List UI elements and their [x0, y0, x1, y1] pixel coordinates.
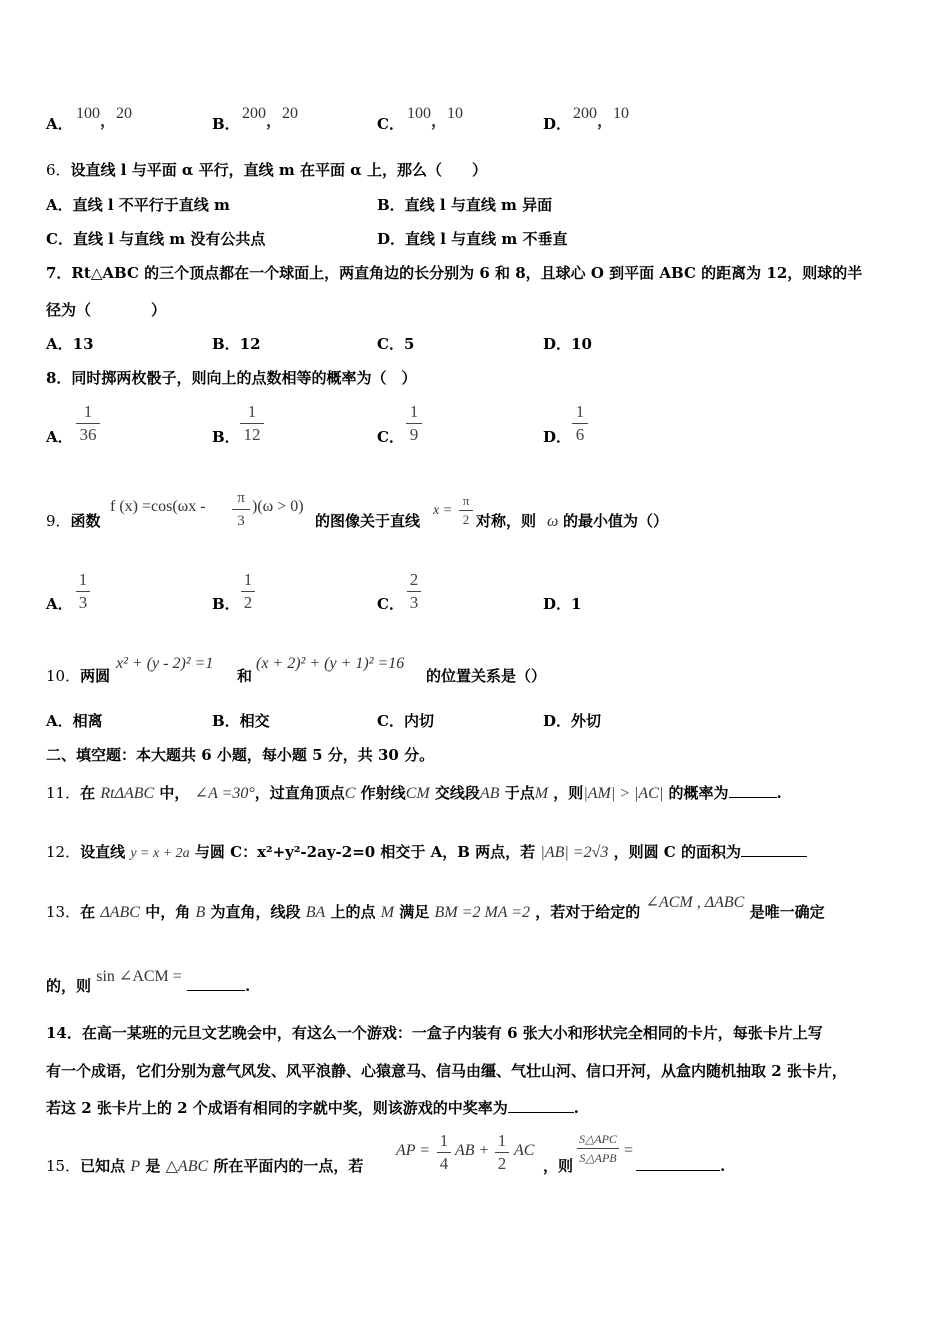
q13-line2 [46, 968, 251, 997]
numerator: 2 [409, 570, 419, 589]
question-number: 12． [46, 843, 81, 861]
text: 是 [145, 1157, 161, 1175]
text: 函数 [70, 512, 101, 530]
value: 200 [242, 105, 266, 122]
math: B [195, 904, 206, 921]
denominator: 4 [439, 1154, 449, 1173]
q8-option-a[interactable]: A． [46, 428, 73, 446]
text: 已知点 [80, 1157, 126, 1175]
q10-option-d[interactable]: D．外切 [543, 712, 602, 730]
numerator: 1 [575, 402, 585, 421]
math: △ABC [165, 1158, 209, 1175]
q14-line3 [46, 1098, 579, 1118]
q6-option-d[interactable]: D．直线 l 与直线 m 不垂直 [377, 230, 568, 248]
value: 100 [76, 105, 100, 122]
q13-line1 [46, 894, 825, 923]
q9-formula-a: f (x) =cos(ωx - [110, 498, 206, 515]
text: 满足 [399, 903, 430, 921]
q6-option-c[interactable]: C．直线 l 与直线 m 没有公共点 [46, 230, 266, 248]
math: sin ∠ACM = [96, 968, 182, 985]
numerator: 1 [78, 570, 88, 589]
math: M [534, 785, 549, 802]
q7-option-b[interactable]: B．12 [212, 335, 261, 353]
text: 在 [80, 784, 96, 802]
option-letter: C． [377, 115, 404, 133]
q5-b-values: 200，20 [242, 105, 299, 130]
question-number: 9． [46, 512, 71, 530]
q15-ap: AP = [396, 1142, 431, 1159]
q7-option-c[interactable]: C．5 [377, 335, 415, 353]
q9-c-fraction [407, 570, 421, 613]
denominator: 3 [78, 593, 88, 612]
denominator: 9 [409, 425, 419, 444]
text: 的，则 [46, 977, 92, 995]
math: P [130, 1158, 141, 1175]
question-number: 13． [46, 903, 81, 921]
q14-line1: 14．在高一某班的元旦文艺晚会中，有这么一个游戏：一盒子内装有 6 张大小和形状完全相同的卡片，每张卡片上写 [46, 1024, 823, 1042]
numerator: π [237, 490, 245, 506]
denominator: 3 [237, 513, 245, 529]
q9-omega: ω [547, 513, 559, 530]
text: ，过直角顶点 [254, 784, 345, 802]
math: y = x + 2a [130, 846, 190, 861]
value: 100 [407, 105, 431, 122]
text: . [245, 977, 251, 995]
text: 两圆 [80, 667, 111, 685]
q5-option-a[interactable] [46, 114, 73, 134]
denominator: 2 [243, 593, 253, 612]
q9-option-b[interactable]: B． [212, 595, 240, 613]
math: |AB| =2√3 [540, 844, 609, 861]
q9-a-fraction [76, 570, 90, 613]
denominator: S△APB [579, 1151, 617, 1165]
text: ，则圆 C 的面积为 [613, 843, 741, 861]
math: |AM| > |AC| [583, 785, 664, 802]
q7-stem-line1: 7．Rt△ABC 的三个顶点都在一个球面上，两直角边的长分别为 6 和 8，且球心 O 到平面 ABC 的距离为 12，则球的半 [46, 264, 863, 282]
q10-post: 的位置关系是（） [426, 667, 547, 685]
text: . [720, 1157, 726, 1175]
q7-option-a[interactable]: A．13 [46, 335, 94, 353]
q15-equals: = [624, 1142, 634, 1159]
answer-blank[interactable] [187, 976, 245, 991]
q14-line2: 有一个成语，它们分别为意气风发、风平浪静、心猿意马、信马由缰、气壮山河、信口开河，从盒内随机抽取 2 张卡片， [46, 1062, 847, 1080]
q15-ab: AB + [455, 1142, 490, 1159]
q9-option-c[interactable]: C． [377, 595, 404, 613]
text: 中， [159, 784, 190, 802]
q10-number [46, 666, 110, 686]
q9-number [46, 511, 101, 531]
q5-option-d[interactable] [543, 114, 571, 134]
answer-blank[interactable] [636, 1156, 720, 1171]
q5-option-b[interactable] [212, 114, 240, 134]
text: 于点 [504, 784, 535, 802]
text: 设直线 [80, 843, 126, 861]
q7-option-d[interactable]: D．10 [543, 335, 592, 353]
q12-line [46, 842, 807, 864]
text: . [776, 784, 782, 802]
math: BA [305, 904, 326, 921]
math: BM =2 MA =2 [434, 904, 531, 921]
q9-x-eq: x = [433, 503, 453, 518]
q9-option-a[interactable]: A． [46, 595, 73, 613]
q6-option-a[interactable]: A．直线 l 不平行于直线 m [46, 196, 230, 214]
text: 的概率为 [668, 784, 729, 802]
math: ΔABC [100, 904, 140, 921]
q15-start [46, 1156, 363, 1177]
answer-blank[interactable] [741, 842, 807, 857]
text: ，则 [553, 784, 584, 802]
q9-formula-fraction [232, 488, 250, 531]
numerator: 1 [243, 570, 253, 589]
q9-mid: 的图像关于直线 [315, 512, 421, 530]
numerator: 1 [439, 1131, 449, 1150]
q10-option-b[interactable]: B．相交 [212, 712, 270, 730]
text: 在 [80, 903, 96, 921]
option-letter: A． [46, 115, 73, 133]
q5-a-values: 100，20 [76, 105, 133, 130]
q15-fraction1 [437, 1131, 451, 1174]
q8-c-fraction [406, 402, 422, 445]
q9-x-fraction [459, 493, 473, 528]
denominator: 2 [462, 512, 470, 527]
q8-d-fraction [572, 402, 588, 445]
value: 20 [116, 105, 133, 122]
q10-and: 和 [237, 667, 253, 685]
numerator: 1 [497, 1131, 507, 1150]
text: 若这 2 张卡片上的 2 个成语有相同的字就中奖，则该游戏的中奖率为 [46, 1099, 508, 1117]
option-letter: B． [212, 115, 240, 133]
value: 200 [573, 105, 597, 122]
q9-formula-b: )(ω > 0) [252, 498, 304, 515]
q11-line [46, 783, 782, 804]
text: 为直角，线段 [210, 903, 301, 921]
q10-circle1: x² + (y - 2)² =1 [116, 655, 214, 672]
text: 上的点 [330, 903, 376, 921]
denominator: 3 [409, 593, 419, 612]
q8-a-fraction [76, 402, 100, 445]
q9-end: 的最小值为（） [563, 512, 669, 530]
question-text: 设直线 l 与平面 α 平行，直线 m 在平面 α 上，那么（ ） [70, 161, 487, 179]
value: 10 [447, 105, 464, 122]
q8-b-fraction [240, 402, 264, 445]
math: AB [479, 785, 500, 802]
text: . [573, 1099, 580, 1117]
q5-c-values: 100，10 [407, 105, 464, 130]
question-number: 10． [46, 667, 81, 685]
text: ，若对于给定的 [535, 903, 641, 921]
q7-stem-line2: 径为（ ） [46, 301, 167, 319]
math: M [380, 904, 395, 921]
q10-option-c[interactable]: C．内切 [377, 712, 434, 730]
q9-b-fraction [241, 570, 255, 613]
value: 20 [282, 105, 299, 122]
text: 交线段 [434, 784, 480, 802]
q10-circle2: (x + 2)² + (y + 1)² =16 [256, 655, 405, 672]
q9-option-d[interactable]: D．1 [543, 595, 582, 613]
question-number: 6． [46, 161, 71, 179]
math: ∠ACM , ΔABC [645, 894, 745, 911]
numerator: 1 [247, 402, 257, 421]
numerator: π [462, 493, 470, 508]
text: 作射线 [360, 784, 406, 802]
question-number: 15． [46, 1157, 81, 1175]
question-number: 11． [46, 784, 81, 802]
q8-stem: 8．同时掷两枚骰子，则向上的点数相等的概率为（ ） [46, 369, 417, 387]
q10-option-a[interactable]: A．相离 [46, 712, 103, 730]
q5-option-c[interactable] [377, 114, 404, 134]
text: 与圆 C：x²+y²-2ay-2=0 相交于 A，B 两点，若 [194, 843, 536, 861]
math: ∠A =30° [194, 785, 255, 802]
text: 是唯一确定 [749, 903, 825, 921]
q15-area-ratio [577, 1131, 619, 1166]
q15-answer [636, 1156, 725, 1176]
numerator: 1 [83, 402, 93, 421]
denominator: 36 [79, 425, 97, 444]
denominator: 2 [497, 1154, 507, 1173]
q9-post: 对称，则 [476, 512, 537, 530]
q15-ac: AC [514, 1142, 535, 1159]
answer-blank[interactable] [508, 1098, 574, 1113]
q6-option-b[interactable]: B．直线 l 与直线 m 异面 [377, 196, 553, 214]
math: CM [405, 785, 430, 802]
q5-d-values: 200，10 [573, 105, 630, 130]
section-heading: 二、填空题：本大题共 6 小题，每小题 5 分，共 30 分。 [46, 746, 435, 764]
numerator: S△APC [579, 1132, 617, 1146]
answer-blank[interactable] [729, 783, 777, 798]
denominator: 12 [243, 425, 261, 444]
q15-fraction2 [495, 1131, 509, 1174]
option-letter: D． [543, 115, 572, 133]
numerator: 1 [409, 402, 419, 421]
math: RtΔABC [100, 785, 155, 802]
text: 中，角 [145, 903, 191, 921]
q8-option-b[interactable]: B． [212, 428, 240, 446]
q15-then: ，则 [543, 1157, 574, 1175]
value: 10 [613, 105, 630, 122]
q8-option-d[interactable]: D． [543, 428, 572, 446]
q6-stem [46, 160, 487, 180]
q8-option-c[interactable]: C． [377, 428, 404, 446]
text: 所在平面内的一点，若 [213, 1157, 364, 1175]
denominator: 6 [575, 425, 585, 444]
math: C [344, 785, 356, 802]
